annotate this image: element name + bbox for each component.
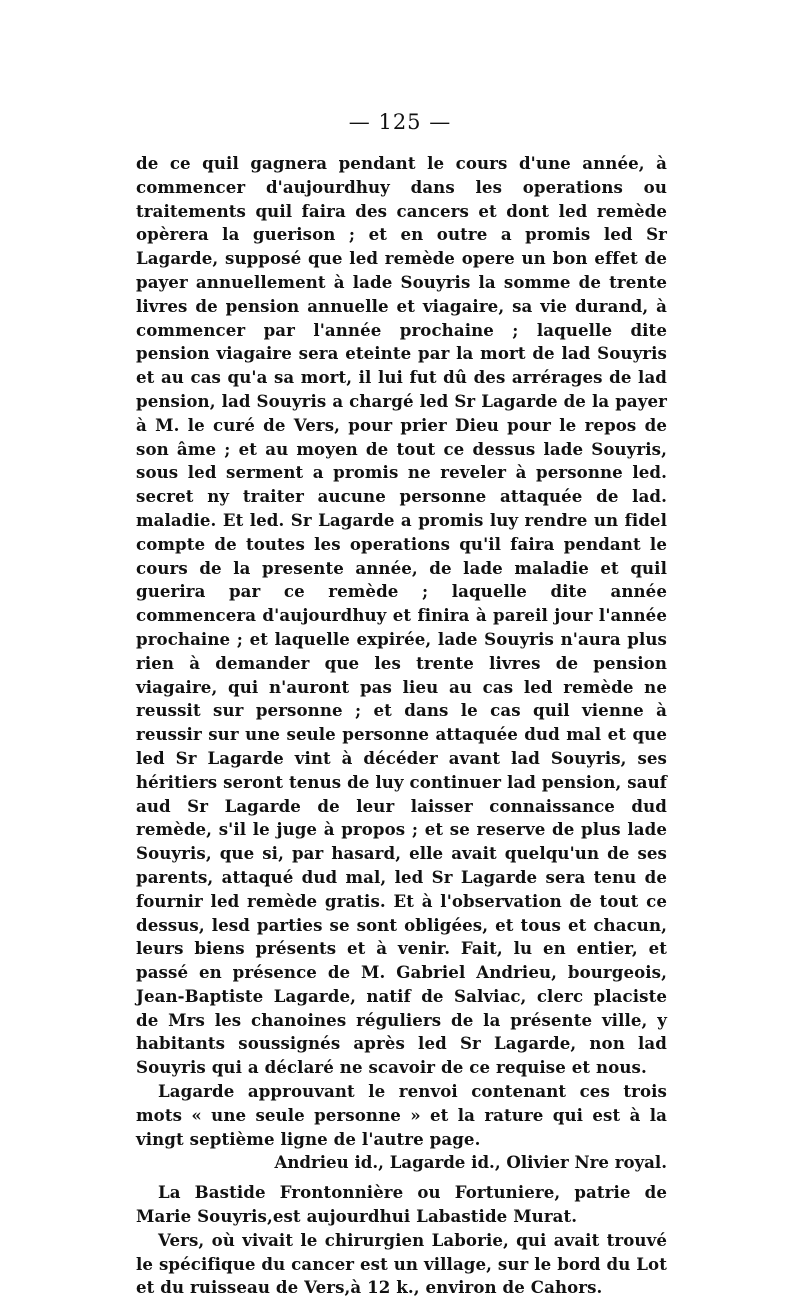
page-number: — 125 — [348, 110, 452, 134]
signatures-line: Andrieu id., Lagarde id., Olivier Nre royal. [274, 1152, 667, 1173]
note-bastide: La Bastide Frontonnière ou Fortuniere, patrie de Marie Souyris,est aujourdhui Labastide Murat. [136, 1182, 667, 1227]
page-body [136, 152, 667, 1300]
approval-paragraph: Lagarde approuvant le renvoi contenant ces trois mots « une seule personne » et la rature qui est à la vingt septième ligne de l'autre page. [136, 1081, 667, 1149]
main-paragraph: de ce quil gagnera pendant le cours d'une année, à commencer d'aujourdhuy dans les operations ou traitements quil faira des cancers et dont led remède opèrera la guerison ; et en outre a promis led Sr Lagarde, supposé que led remède opere un bon effet de payer annuellement à lade Souyris la somme de trente livres de pension annuelle et viagaire, sa vie durand, à commencer par l'année prochaine ; laquelle dite pension viagaire sera eteinte par la mort de lad Souyris et au cas qu'a sa mort, il lui fut dû des arrérages de lad pension, lad Souyris a chargé led Sr Lagarde de la payer à M. le curé de Vers, pour prier Dieu pour le repos de son âme ; et au moyen de tout ce dessus lade Souyris, sous led serment a promis ne reveler à personne led. secret ny traiter aucune personne attaquée de lad. maladie. Et led. Sr Lagarde a promis luy rendre un fidel compte de toutes les operations qu'il faira pendant le cours de la presente année, de lade maladie et quil guerira par ce remède ; laquelle dite année commencera d'aujourdhuy et finira à pareil jour l'année prochaine ; et laquelle expirée, lade Souyris n'aura plus rien à demander que les trente livres de pension viagaire, qui n'auront pas lieu au cas led remède ne reussit sur personne ; et dans le cas quil vienne à reussir sur une seule personne attaquée dud mal et que led Sr Lagarde vint à décéder avant lad Souyris, ses héritiers seront tenus de luy continuer lad pension, sauf aud Sr Lagarde de leur laisser connaissance dud remède, s'il le juge à propos ; et se reserve de plus lade Souyris, que si, par hasard, elle avait quelqu'un de ses parents, attaqué dud mal, led Sr Lagarde sera tenu de fournir led remède gratis. Et à l'observation de tout ce dessus, lesd parties se sont obligées, et tous et chacun, leurs biens présents et à venir. Fait, lu en entier, et passé en présence de M. Gabriel Andrieu, bourgeois, Jean-Baptiste Lagarde, natif de Salviac, clerc placiste de Mrs les chanoines réguliers de la présente ville, y habitants soussignés après led Sr Lagarde, non lad Souyris qui a déclaré ne scavoir de ce requise et nous. [136, 153, 667, 1078]
note-vers: Vers, où vivait le chirurgien Laborie, qui avait trouvé le spécifique du cancer est un village, sur le bord du Lot et du ruisseau de Vers,à 12 k., environ de Cahors. [136, 1229, 667, 1298]
